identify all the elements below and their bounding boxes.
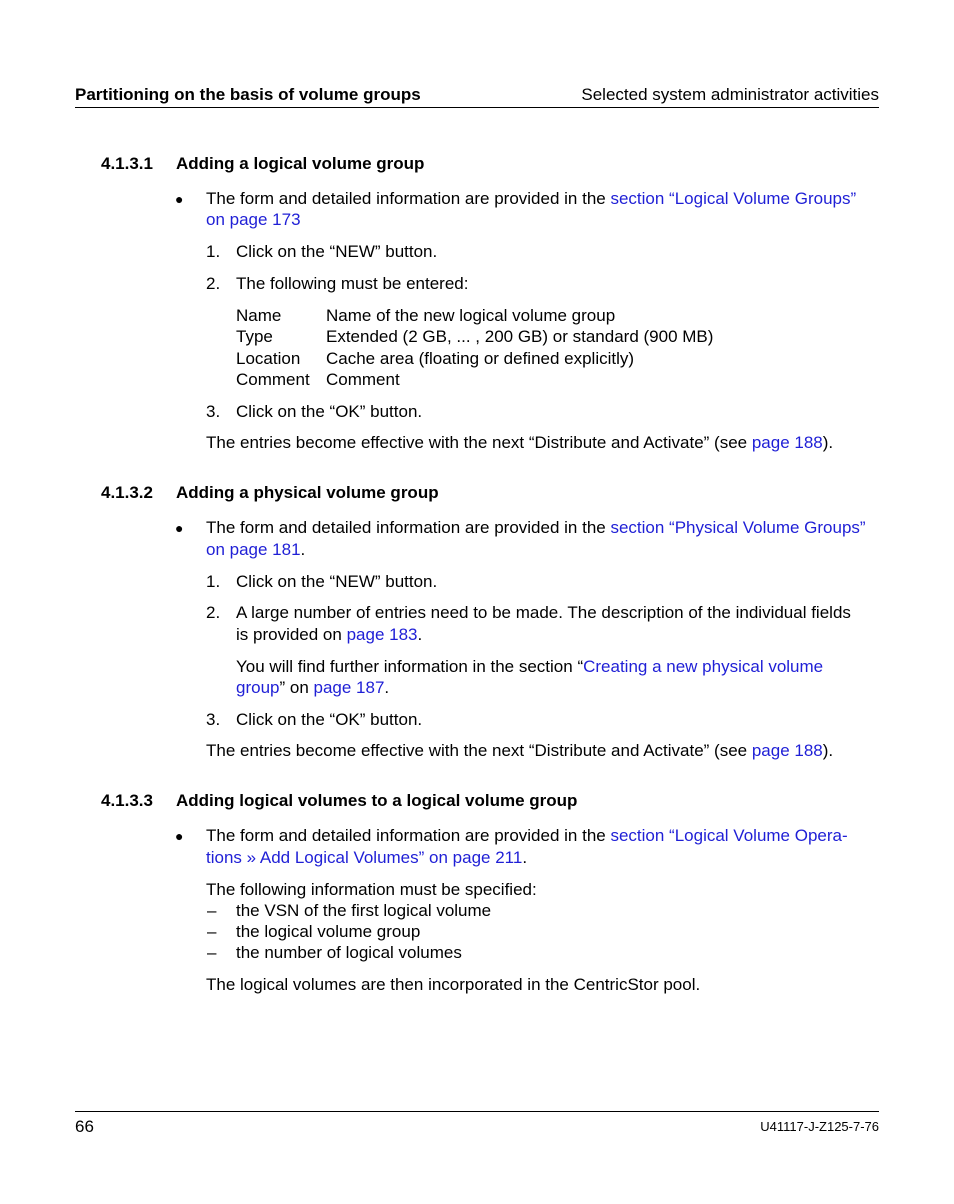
page-link[interactable]: page 187 xyxy=(313,678,385,697)
bullet-icon: ● xyxy=(175,191,184,207)
paragraph xyxy=(206,432,833,453)
cross-reference-link[interactable]: section “Logical Volume Opera- xyxy=(610,826,848,845)
field-description: Cache area (floating or defined explicitly) xyxy=(326,349,635,368)
text: You will find further information in the section “ xyxy=(236,657,584,676)
list-item: the number of logical volumes xyxy=(236,943,462,962)
field-name: Comment xyxy=(236,370,310,389)
cross-reference-link[interactable]: tions » Add Logical Volumes” on page 211 xyxy=(206,848,523,867)
field-name: Type xyxy=(236,327,273,346)
text: ). xyxy=(822,433,834,452)
field-description: Comment xyxy=(326,370,400,389)
document-id: U41117-J-Z125-7-76 xyxy=(760,1119,879,1134)
page-link[interactable]: page 188 xyxy=(751,433,823,452)
text: ” on xyxy=(279,678,314,697)
step-text: The following must be entered: xyxy=(236,274,469,293)
dash-marker: – xyxy=(207,922,217,941)
step-text: Click on the “OK” button. xyxy=(236,402,423,421)
paragraph: The following information must be specified: xyxy=(206,880,537,899)
paragraph xyxy=(206,188,856,209)
text: The form and detailed information are provided in the xyxy=(206,189,611,208)
step-number: 1. xyxy=(206,572,221,591)
step-number: 3. xyxy=(206,710,221,729)
dash-marker: – xyxy=(207,901,217,920)
text: . xyxy=(522,848,528,867)
running-header-chapter: Selected system administrator activities xyxy=(581,85,879,104)
section-number: 4.1.3.2 xyxy=(101,483,153,502)
field-description: Extended (2 GB, ... , 200 GB) or standard (900 MB) xyxy=(326,327,714,346)
text: The form and detailed information are provided in the xyxy=(206,518,611,537)
text: The entries become effective with the next “Distribute and Activate” (see xyxy=(206,741,752,760)
text: . xyxy=(384,678,390,697)
step-number: 1. xyxy=(206,242,221,261)
text: . xyxy=(417,625,423,644)
list-item: the logical volume group xyxy=(236,922,421,941)
page-link[interactable]: page 188 xyxy=(751,741,823,760)
paragraph-continuation xyxy=(236,677,389,698)
page-link[interactable]: page 183 xyxy=(346,625,418,644)
step-text: A large number of entries need to be made. The description of the individual fields xyxy=(236,603,851,622)
bullet-icon: ● xyxy=(175,828,184,844)
text: ). xyxy=(822,741,834,760)
section-number: 4.1.3.1 xyxy=(101,154,153,173)
cross-reference-link[interactable]: on page 173 xyxy=(206,210,301,229)
list-item: the VSN of the first logical volume xyxy=(236,901,492,920)
footer-rule xyxy=(75,1111,879,1112)
step-text-continuation xyxy=(236,624,422,645)
paragraph xyxy=(206,740,833,761)
dash-marker: – xyxy=(207,943,217,962)
step-text: Click on the “NEW” button. xyxy=(236,572,438,591)
cross-reference-link[interactable]: section “Physical Volume Groups” xyxy=(610,518,866,537)
running-header-title: Partitioning on the basis of volume groups xyxy=(75,85,421,104)
section-title: Adding a logical volume group xyxy=(176,154,425,173)
step-number: 3. xyxy=(206,402,221,421)
step-text: Click on the “OK” button. xyxy=(236,710,423,729)
cross-reference-link[interactable]: on page 181 xyxy=(206,540,301,559)
section-number: 4.1.3.3 xyxy=(101,791,153,810)
paragraph-continuation xyxy=(206,847,527,868)
step-number: 2. xyxy=(206,274,221,293)
text: . xyxy=(300,540,306,559)
bullet-icon: ● xyxy=(175,520,184,536)
page-number: 66 xyxy=(75,1117,94,1136)
paragraph xyxy=(206,517,866,538)
step-number: 2. xyxy=(206,603,221,622)
step-text: Click on the “NEW” button. xyxy=(236,242,438,261)
text: The entries become effective with the next “Distribute and Activate” (see xyxy=(206,433,752,452)
section-title: Adding a physical volume group xyxy=(176,483,439,502)
text: is provided on xyxy=(236,625,347,644)
field-description: Name of the new logical volume group xyxy=(326,306,616,325)
field-name: Location xyxy=(236,349,301,368)
text: The form and detailed information are provided in the xyxy=(206,826,611,845)
paragraph xyxy=(206,825,848,846)
section-title: Adding logical volumes to a logical volume group xyxy=(176,791,578,810)
paragraph-continuation xyxy=(206,539,305,560)
cross-reference-link[interactable]: group xyxy=(236,678,280,697)
cross-reference-link[interactable]: Creating a new physical volume xyxy=(583,657,824,676)
field-name: Name xyxy=(236,306,282,325)
paragraph-continuation xyxy=(206,209,301,230)
header-rule xyxy=(75,107,879,108)
cross-reference-link[interactable]: section “Logical Volume Groups” xyxy=(610,189,857,208)
paragraph: The logical volumes are then incorporated in the CentricStor pool. xyxy=(206,975,701,994)
paragraph xyxy=(236,656,823,677)
